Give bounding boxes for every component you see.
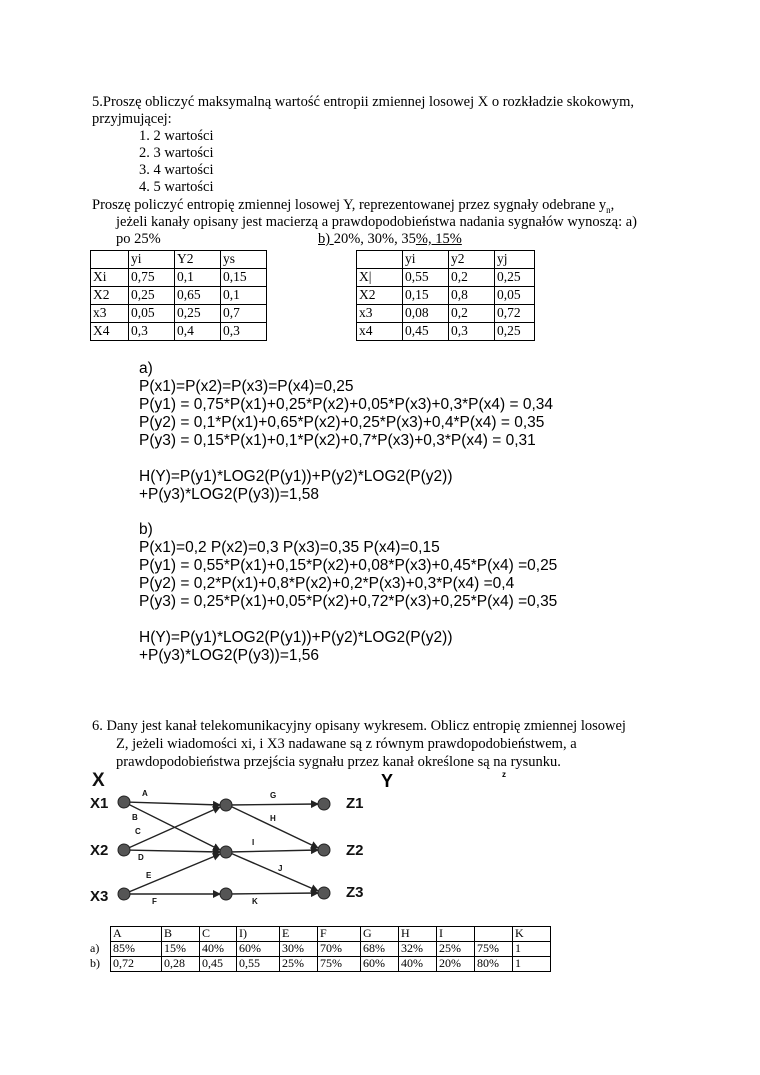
q5-item-2: 2. 3 wartości [139, 145, 214, 161]
table-row [357, 323, 535, 341]
solution-a-line-7: +P(y3)*LOG2(P(y3))=1,58 [139, 486, 320, 503]
table-cell: 68% [361, 942, 399, 957]
q5-paragraph-line3b [318, 231, 462, 248]
table-cell: 0,08 [403, 305, 449, 323]
q5-b-mid: 20%, 30%, 35 [333, 231, 416, 247]
solution-b-line-0: b) [139, 521, 153, 538]
table-cell: 0,1 [175, 269, 221, 287]
solution-b-line-2: P(y1) = 0,55*P(x1)+0,15*P(x2)+0,08*P(x3)+0,45*P(x4) =0,25 [139, 557, 558, 574]
edge-label-e: E [146, 871, 152, 880]
table-row [91, 269, 267, 287]
table-row [357, 305, 535, 323]
table-cell: 0,05 [129, 305, 175, 323]
table-row [88, 942, 551, 957]
table-cell: 32% [399, 942, 437, 957]
table-cell: a) [90, 940, 100, 955]
table-row [88, 927, 551, 942]
solution-a-line-4: P(y3) = 0,15*P(x1)+0,1*P(x2)+0,7*P(x3)+0,3*P(x4) = 0,31 [139, 432, 536, 449]
q5-title-line2: przyjmującej: [92, 111, 172, 127]
table-cell: H [399, 927, 437, 942]
table-cell: 0,1 [221, 287, 267, 305]
edge-label-c: C [135, 827, 141, 836]
table-cell [475, 927, 513, 942]
table-cell: y2 [449, 251, 495, 269]
table-cell: 0,55 [237, 957, 280, 972]
table-cell: 75% [475, 942, 513, 957]
node-z1 [318, 798, 330, 810]
table-cell: 25% [437, 942, 475, 957]
solution-a-line-6: H(Y)=P(y1)*LOG2(P(y1))+P(y2)*LOG2(P(y2)) [139, 468, 453, 485]
q5-b-underlined: %, 15% [415, 231, 462, 247]
table-cell [357, 251, 403, 269]
q5-paragraph-line1-text: Proszę policzyć entropię zmiennej losowej Y, reprezentowanej przez sygnały odebrane y [92, 197, 607, 213]
table-cell: B [162, 927, 200, 942]
table-cell: 75% [318, 957, 361, 972]
table-cell: 40% [399, 957, 437, 972]
table-cell: 0,25 [495, 323, 535, 341]
edge-k [228, 893, 318, 894]
node-y3 [220, 888, 232, 900]
q5-item-4: 4. 5 wartości [139, 179, 214, 195]
table-cell: 0,3 [449, 323, 495, 341]
table-cell: 0,15 [221, 269, 267, 287]
table-cell: 0,45 [200, 957, 237, 972]
table-cell: ys [221, 251, 267, 269]
table-cell: 0,45 [403, 323, 449, 341]
table-cell: 0,7 [221, 305, 267, 323]
table-cell: 80% [475, 957, 513, 972]
table-cell: x4 [357, 323, 403, 341]
probability-table [88, 926, 551, 972]
table-cell: yj [495, 251, 535, 269]
table-cell: X4 [91, 323, 129, 341]
table-cell: 70% [318, 942, 361, 957]
table-cell: 1 [513, 942, 551, 957]
edge-label-d: D [138, 853, 144, 862]
table-cell: G [361, 927, 399, 942]
table-cell: 0,65 [175, 287, 221, 305]
node-z2-label: Z2 [346, 842, 364, 859]
table-row [357, 251, 535, 269]
node-x1 [118, 796, 130, 808]
table-cell: A [111, 927, 162, 942]
node-x3 [118, 888, 130, 900]
table-cell: b) [90, 955, 100, 970]
table-cell: 0,55 [403, 269, 449, 287]
table-cell: K [513, 927, 551, 942]
table-cell [91, 251, 129, 269]
q5-item-1: 1. 2 wartości [139, 128, 214, 144]
table-cell: 60% [237, 942, 280, 957]
node-x3-label: X3 [90, 888, 109, 905]
table-cell: yi [403, 251, 449, 269]
edge-label-f: F [152, 897, 157, 906]
table-cell: 0,3 [129, 323, 175, 341]
table-cell: yi [129, 251, 175, 269]
table-row [88, 957, 551, 972]
table-cell: 0,2 [449, 305, 495, 323]
table-cell: F [318, 927, 361, 942]
table-cell: 0,8 [449, 287, 495, 305]
edge-label-a: A [142, 789, 148, 798]
table-cell: E [280, 927, 318, 942]
table-cell: x3 [91, 305, 129, 323]
table-cell: 25% [280, 957, 318, 972]
table-row [357, 287, 535, 305]
matrix-table-a [90, 250, 267, 341]
solution-b-line-1: P(x1)=0,2 P(x2)=0,3 P(x3)=0,35 P(x4)=0,15 [139, 539, 440, 556]
q5-title-line1: 5.Proszę obliczyć maksymalną wartość entropii zmiennej losowej X o rozkładzie skokowym, [92, 94, 634, 110]
node-y2 [220, 846, 232, 858]
edge-d [124, 850, 220, 852]
table-row [357, 269, 535, 287]
table-cell: X| [357, 269, 403, 287]
table-cell: 60% [361, 957, 399, 972]
q5-item-3: 3. 4 wartości [139, 162, 214, 178]
edge-label-g: G [270, 791, 277, 800]
solution-b-line-7: +P(y3)*LOG2(P(y3))=1,56 [139, 647, 320, 664]
edge-label-j: J [278, 864, 283, 873]
edge-label-b: B [132, 813, 138, 822]
edge-label-h: H [270, 814, 276, 823]
table-cell: C [200, 927, 237, 942]
table-row [91, 251, 267, 269]
table-cell: 0,25 [129, 287, 175, 305]
q5-paragraph-line3a: po 25% [116, 231, 161, 247]
table-cell: I) [237, 927, 280, 942]
table-cell: 0,15 [403, 287, 449, 305]
q5-paragraph-subscript: n [606, 204, 611, 215]
solution-b-line-6: H(Y)=P(y1)*LOG2(P(y1))+P(y2)*LOG2(P(y2)) [139, 629, 453, 646]
table-cell: 0,4 [175, 323, 221, 341]
table-cell: 0,25 [495, 269, 535, 287]
table-cell: I [437, 927, 475, 942]
q5-paragraph-line1-end: , [610, 197, 615, 213]
table-row [91, 323, 267, 341]
q6-line1: 6. Dany jest kanał telekomunikacyjny opisany wykresem. Oblicz entropię zmiennej losowej [92, 718, 626, 734]
node-x1-label: X1 [90, 795, 109, 812]
column-y-label-text: Y [381, 771, 394, 791]
node-z2 [318, 844, 330, 856]
table-cell: 0,28 [162, 957, 200, 972]
table-cell: X2 [91, 287, 129, 305]
edge-j [228, 852, 318, 891]
table-cell [88, 927, 111, 942]
solution-b-line-4: P(y3) = 0,25*P(x1)+0,05*P(x2)+0,72*P(x3)+0,25*P(x4) =0,35 [139, 593, 558, 610]
edge-label-k: K [252, 897, 258, 906]
table-cell: 0,72 [111, 957, 162, 972]
table-cell: Xi [91, 269, 129, 287]
q5-paragraph-line2: jeżeli kanały opisany jest macierzą a prawdopodobieństwa nadania sygnałów wynoszą: a) [116, 214, 638, 230]
q6-line2: Z, jeżeli wiadomości xi, i X3 nadawane są z równym prawdopodobieństwem, a [116, 736, 577, 752]
table-cell: 0,2 [449, 269, 495, 287]
table-cell: 85% [111, 942, 162, 957]
matrix-table-b [356, 250, 535, 341]
table-cell: 15% [162, 942, 200, 957]
node-x2 [118, 844, 130, 856]
column-z-label: z [502, 770, 506, 779]
table-cell: 1 [513, 957, 551, 972]
table-cell: 40% [200, 942, 237, 957]
node-z3 [318, 887, 330, 899]
table-cell: 0,05 [495, 287, 535, 305]
table-cell: x3 [357, 305, 403, 323]
solution-a-line-0: a) [139, 360, 153, 377]
table-cell: 0,75 [129, 269, 175, 287]
node-x2-label: X2 [90, 842, 109, 859]
edge-g [228, 804, 318, 805]
edge-label-i: I [252, 838, 255, 847]
table-cell: 0,3 [221, 323, 267, 341]
solution-a-line-3: P(y2) = 0,1*P(x1)+0,65*P(x2)+0,25*P(x3)+0,4*P(x4) = 0,35 [139, 414, 545, 431]
q6-line3: prawdopodobieństwa przejścia sygnału przez kanał określone są na rysunku. [116, 754, 561, 770]
solution-a-line-1: P(x1)=P(x2)=P(x3)=P(x4)=0,25 [139, 378, 354, 395]
table-row [91, 287, 267, 305]
table-row [91, 305, 267, 323]
node-y1 [220, 799, 232, 811]
solution-b-line-3: P(y2) = 0,2*P(x1)+0,8*P(x2)+0,2*P(x3)+0,3*P(x4) =0,4 [139, 575, 515, 592]
q5-b-prefix: b) [318, 231, 334, 247]
table-cell: 0,72 [495, 305, 535, 323]
edge-a [124, 802, 220, 805]
edge-h [228, 805, 318, 848]
table-cell: 20% [437, 957, 475, 972]
table-cell: X2 [357, 287, 403, 305]
column-x-label: X [92, 770, 105, 791]
node-z3-label: Z3 [346, 884, 364, 901]
table-cell: Y2 [175, 251, 221, 269]
table-cell: 0,25 [175, 305, 221, 323]
node-z1-label: Z1 [346, 795, 364, 812]
edge-i [228, 850, 318, 852]
table-cell: 30% [280, 942, 318, 957]
solution-a-line-2: P(y1) = 0,75*P(x1)+0,25*P(x2)+0,05*P(x3)+0,3*P(x4) = 0,34 [139, 396, 553, 413]
channel-diagram [80, 766, 380, 916]
